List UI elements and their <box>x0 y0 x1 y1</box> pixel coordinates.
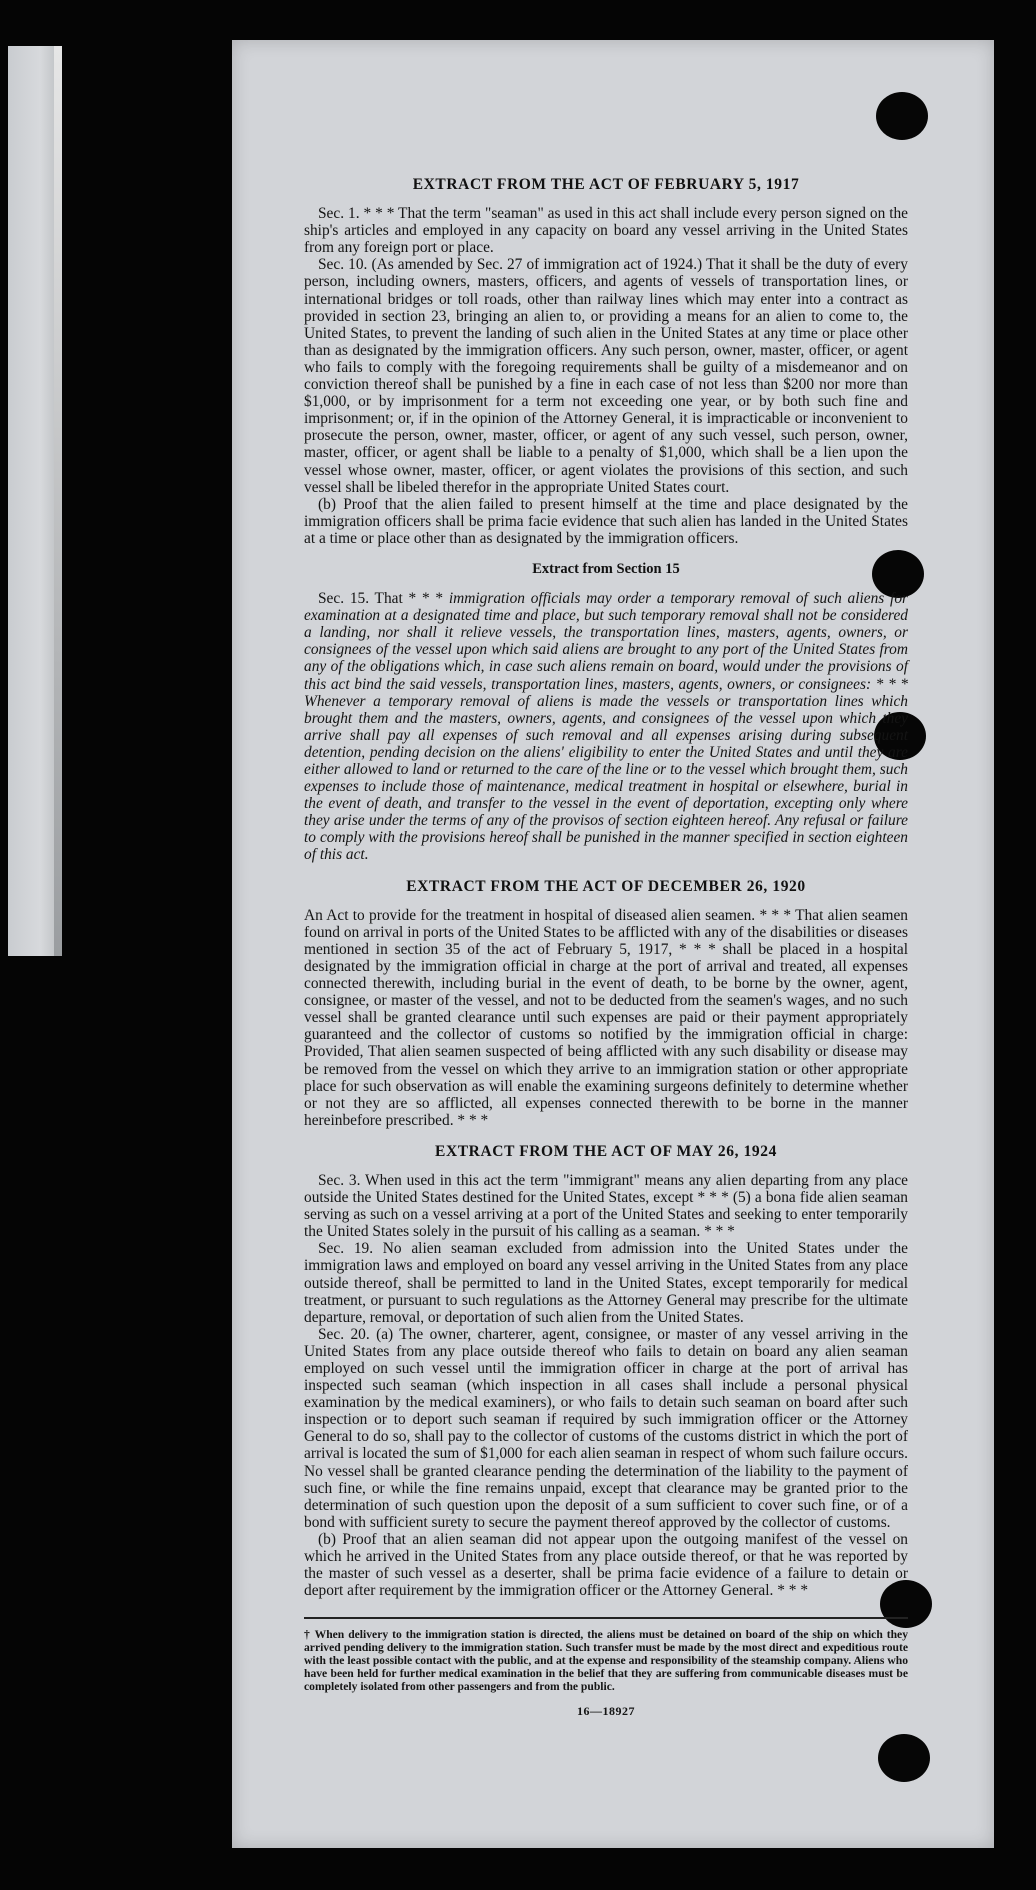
sec-15-italic-text: immigration officials may order a temporary removal of such aliens for examination at a designated time and place, but such temporary removal shall not be considered a landing, nor shall it relieve vessels, the transportation lines, masters, agents, owners, or consignees of the vessel upon which said aliens are brought to any port of the United States from any of the obligations which, in case such aliens remain on board, would under the provisions of this act bind the said vessels, transportation lines, masters, agents, owners, or consignees: * * * Whenever a temporary removal of aliens is made the vessels or transportation lines which brought them and the masters, owners, agents, and consignees of the vessel upon which they arrive shall pay all expenses of such removal and all expenses arising during subsequent detention, pending decision on the aliens' eligibility to enter the United States and until they are either allowed to land or returned to the care of the line or to the vessel which brought them, such expenses to include those of maintenance, medical treatment in hospital or elsewhere, burial in the event of death, and transfer to the vessel in the event of deportation, excepting only where they arise under the terms of any of the provisos of section eighteen hereof. Any refusal or failure to comply with the provisions hereof shall be punished in the manner specified in section eighteen of this act. <box>304 590 908 864</box>
footnote: † When delivery to the immigration station is directed, the aliens must be detained on board of the ship on which they arrived pending delivery to the immigration station. Such transfer must be made by the most direct and expeditious route with the least possible contact with the public, and at the expense and responsibility of the steamship company. Aliens who have been held for further medical examination in the belief that they are suffering from communicable diseases must be completely isolated from other passengers and from the public. <box>304 1628 908 1693</box>
paragraph-sec-20-b: (b) Proof that an alien seaman did not appear upon the outgoing manifest of the vessel on which he arrived in the United States from any place outside thereof, or that he was reported by the master of such vessel as a deserter, shall be prima facie evidence of a failure to detain or deport after requirement by the immigration officer or the Attorney General. * * * <box>304 1530 908 1600</box>
paragraph-sec-10-b: (b) Proof that the alien failed to present himself at the time and place designated by the immigration officers shall be prima facie evidence that such alien has landed in the United States at a time or place other than as designated by the immigration officers. <box>304 495 908 547</box>
paragraph-sec-10: Sec. 10. (As amended by Sec. 27 of immigration act of 1924.) That it shall be the duty of every person, including owners, masters, officers, and agents of vessels of transportation lines, or international bridges or toll roads, other than railway lines which may enter into a contract as provided in section 23, bringing an alien to, or providing a means for an alien to come to, the United States, to prevent the landing of such alien in the United States at any time or place other than as designated by the immigration officers. Any such person, owner, master, officer, or agent who fails to comply with the foregoing requirements shall be guilty of a misdemeanor and on conviction thereof shall be punished by a fine in each case of not less than $200 nor more than $1,000, or by imprisonment for a term not exceeding one year, or by both such fine and imprisonment; or, if in the opinion of the Attorney General, it is impracticable or inconvenient to prosecute the person, owner, master, officer, or agent of any such vessel, such person, owner, master, officer, or agent shall be liable to a penalty of $1,000, which shall be a lien upon the vessel whose owner, master, officer, or agent violates the provisions of this section, and such vessel shall be libeled therefor in the appropriate United States court. <box>304 256 908 496</box>
paragraph-sec-15 <box>304 590 908 864</box>
paragraph-sec-20-a: Sec. 20. (a) The owner, charterer, agent, consignee, or master of any vessel arriving in the United States from any place outside thereof who fails to detain on board any alien seaman employed on such vessel until the immigration officer in charge at the port of arrival has inspected such seaman (which inspection in all cases shall include a personal physical examination by the medical examiners), or who fails to detain such seaman on board after such inspection or to deport such seaman if required by such immigration officer or the Attorney General to do so, shall pay to the collector of customs of the customs district in which the port of arrival is located the sum of $1,000 for each alien seaman in respect of whom such failure occurs. No vessel shall be granted clearance pending the determination of the liability to the payment of such fine, or while the fine remains unpaid, except that clearance may be granted prior to the determination of such question upon the deposit of a sum sufficient to cover such fine, or of a bond with sufficient surety to secure the payment thereof approved by the collector of customs. <box>304 1325 908 1531</box>
punch-hole-bottom <box>878 1734 930 1782</box>
document-page <box>232 40 994 1848</box>
paragraph-sec-3: Sec. 3. When used in this act the term "immigrant" means any alien departing from any place outside the United States destined for the United States, except * * * (5) a bona fide alien seaman serving as such on a vessel arriving at a port of the United States and seeking to enter temporarily the United States solely in the pursuit of his calling as a seaman. * * * <box>304 1171 908 1241</box>
paragraph-sec-1: Sec. 1. * * * That the term "seaman" as used in this act shall include every person signed on the ship's articles and employed in any capacity on board any vessel arriving in the United States from any foreign port or place. <box>304 205 908 257</box>
sec-15-lead: Sec. 15. That * * * <box>318 590 449 608</box>
punch-hole-top <box>876 92 928 140</box>
section-heading-dec-1920: EXTRACT FROM THE ACT OF DECEMBER 26, 1920 <box>406 877 806 895</box>
print-code: 16—18927 <box>577 1704 635 1719</box>
footnote-divider <box>304 1617 908 1619</box>
document-body <box>304 176 908 1720</box>
paragraph-sec-19: Sec. 19. No alien seaman excluded from admission into the United States under the immigration laws and employed on board any vessel arriving in the United States from any place outside thereof, shall be permitted to land in the United States, except temporarily for medical treatment, or pursuant to such regulations as the Attorney General may prescribe for the ultimate departure, removal, or deportation of such alien from the United States. <box>304 1240 908 1326</box>
adjacent-page-edge <box>8 46 62 956</box>
paragraph-act-1920: An Act to provide for the treatment in hospital of diseased alien seamen. * * * That alien seamen found on arrival in ports of the United States to be afflicted with any of the disabilities or diseases mentioned in section 35 of the act of February 5, 1917, * * * shall be placed in a hospital designated by the immigration official in charge at the port of arrival and treated, all expenses connected therewith, including burial in the event of death, to be borne by the owner, agent, consignee, or master of the vessel, and not to be deducted from the seamen's wages, and no such vessel shall be granted clearance until such expenses are paid or their payment appropriately guaranteed and the collector of customs so notified by the immigration official in charge: Provided, That alien seamen suspected of being afflicted with any such disability or disease may be removed from the vessel on which they arrive to an immigration station or other appropriate place for such observation as will enable the examining surgeons definitely to determine whether or not they are so afflicted, all expenses connected therewith to be borne in the manner hereinbefore prescribed. * * * <box>304 906 908 1129</box>
section-heading-feb-1917: EXTRACT FROM THE ACT OF FEBRUARY 5, 1917 <box>412 176 800 193</box>
section-heading-section-15: Extract from Section 15 <box>532 560 680 577</box>
section-heading-may-1924: EXTRACT FROM THE ACT OF MAY 26, 1924 <box>435 1142 777 1160</box>
